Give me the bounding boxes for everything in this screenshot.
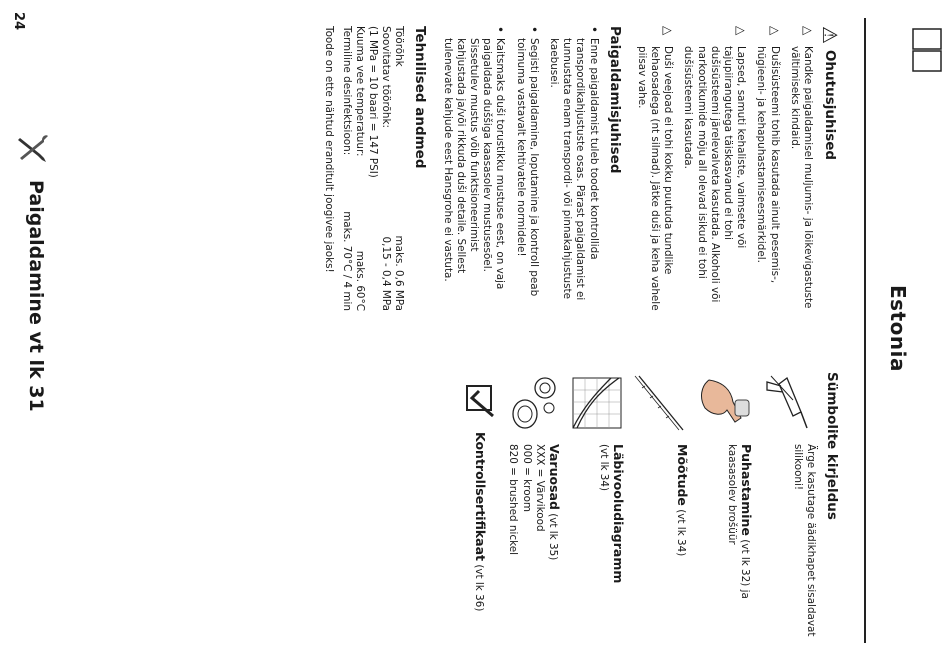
tech-label: Töörõhk	[393, 26, 406, 67]
spare-parts-text	[506, 444, 561, 642]
tech-row	[353, 26, 366, 311]
safety-heading-row	[820, 26, 840, 311]
flow-label: Läbivooludiagramm	[611, 444, 626, 584]
list-item-text: Segisti paigaldamine, loputamine ja kontroll peab toimuma vastavalt kehtivatele normidele!	[514, 38, 540, 297]
cleaning-text	[725, 444, 753, 642]
page-number: 24	[11, 12, 26, 31]
bullet-icon: •	[526, 26, 541, 34]
symbol-spare-parts	[505, 372, 561, 642]
list-item	[547, 26, 600, 311]
symbol-silicone	[761, 372, 817, 642]
warning-text: Lapsed, samuti kehaliste, vaimsete või tajupiirangutega täiskasvanud ei tohi dušisüsteemi järelevalveta kasutada. Alkoholi või narkootikumide mõju all olevad isikud ei tohi dušisüsteemi kasutada.	[682, 46, 748, 303]
silicone-text: Ärge kasutage äädikhapet sisaldavat silikooni!	[791, 444, 817, 637]
tech-value: maks. 60°C	[353, 250, 366, 311]
page-title: Estonia	[886, 285, 910, 372]
tools-icon	[16, 132, 50, 166]
symbol-certificate	[461, 372, 497, 642]
flow-text	[597, 444, 625, 642]
tech-value: maks. 0,6 MPa	[393, 235, 406, 311]
tech-label: Kuuma vee temperatuur:	[353, 26, 366, 157]
color-code-row: XXX = Värvikood	[533, 444, 546, 532]
warning-text: Duši veejoad ei tohi kokku puutuda tundlike kehaosadega (nt silmad). Jätke duši ja keha vahele piisav vahe.	[635, 46, 675, 311]
tech-value: 0,15 - 0,4 MPa	[380, 236, 393, 311]
list-item	[513, 26, 539, 311]
warning-text: Kandke paigaldamisel muljumis- ja lõikevigastuste vältimiseks kindaid.	[788, 46, 814, 309]
flow-ref: (vt lk 34)	[597, 444, 610, 492]
tech-label: (1 MPa = 10 baari = 147 PSI)	[366, 26, 379, 178]
certificate-ref: (vt lk 36)	[472, 561, 485, 612]
installation-list	[440, 26, 599, 311]
certificate-label: Kontrollsertifikaat	[472, 432, 488, 562]
color-code: XXX	[533, 444, 546, 466]
warning-icon: △	[661, 26, 676, 36]
parts-ref: (vt lk 35)	[547, 509, 559, 561]
tech-value: maks. 70°C / 4 min	[340, 211, 353, 311]
warning-item	[788, 26, 814, 311]
tech-label: Termiline desinfektsioon:	[340, 26, 353, 156]
bullet-icon: •	[586, 26, 601, 34]
symbols-heading: Sümbolite kirjeldus	[824, 372, 840, 520]
certificate-text	[471, 432, 486, 642]
tech-table	[339, 26, 405, 311]
parts-label: Varuosad	[547, 444, 562, 510]
hand-cleaning-icon	[697, 372, 753, 434]
tech-row	[339, 26, 352, 311]
flow-diagram-icon	[569, 372, 625, 434]
symbol-cleaning	[697, 372, 753, 642]
color-name: kroom	[520, 479, 533, 513]
warning-item	[754, 26, 780, 311]
tech-note: Toode on ette nähtud eranditult joogivee jaoks!	[323, 26, 336, 273]
color-code: 000	[520, 444, 533, 464]
tech-heading: Tehnilised andmed	[412, 26, 429, 169]
warning-icon: △	[801, 26, 815, 36]
tech-row	[366, 26, 379, 311]
symbol-dimensions	[633, 372, 689, 642]
left-column	[322, 26, 840, 311]
installation-heading: Paigaldamisjuhised	[606, 26, 623, 174]
color-code: 820	[507, 444, 520, 464]
bullet-icon: •	[493, 26, 508, 34]
symbol-flow-diagram	[569, 372, 625, 642]
color-code-row: 820 = brushed nickel	[507, 444, 520, 556]
color-name: Värvikood	[533, 480, 546, 532]
warning-text: Dušisüsteemi tohib kasutada ainult pesemis-, hügieeni- ja kehapuhastamiseesmärkidel.	[755, 46, 781, 284]
right-column	[453, 372, 840, 642]
dimensions-text	[674, 444, 689, 642]
dimensions-ref: (vt lk 34)	[675, 505, 687, 557]
certificate-checkbox-icon	[461, 382, 497, 422]
warning-item	[681, 26, 747, 311]
safety-heading: Ohutusjuhised	[822, 49, 839, 161]
cleaning-ref: (vt lk 32) ja kaasasolev brošüür	[725, 444, 751, 599]
warning-item	[635, 26, 675, 311]
header-divider	[864, 18, 866, 643]
spare-parts-icon	[505, 372, 561, 434]
silicone-gun-icon	[761, 372, 817, 434]
tech-row	[379, 26, 392, 311]
dimensions-label: Mõõtude	[675, 444, 690, 506]
color-code-row: 000 = kroom	[520, 444, 533, 513]
cleaning-label: Puhastamine	[739, 444, 754, 536]
list-item-text: Kaitsmaks duši torustikku mustuse eest, on vaja paigaldada duššiga kaasasolev mustusesõel. Sissetulev mustus võib funktsioneerimist kahjustada ja/või rikkuda duši detaile. Sellest tulenevate kahjude eest Hansgrohe ei vastuta.	[441, 38, 507, 290]
dimensions-icon	[633, 372, 689, 434]
warning-icon: ⚠	[818, 26, 842, 44]
tech-label: Soovitatav töörõhk:	[380, 26, 393, 128]
installation-reference: Paigaldamine vt lk 31	[25, 180, 47, 412]
tech-row	[392, 26, 405, 311]
list-item-text: Enne paigaldamist tuleb toodet kontrollida transpordikahjustuste osas. Pärast paigaldamist ei tunnustata enam transpordi- või pinnakahjustuste kaebusei.	[547, 38, 600, 301]
list-item	[440, 26, 506, 311]
warning-icon: △	[734, 26, 749, 36]
color-name: brushed nickel	[507, 479, 520, 556]
manual-book-icon	[912, 28, 942, 72]
warning-icon: △	[767, 26, 782, 36]
